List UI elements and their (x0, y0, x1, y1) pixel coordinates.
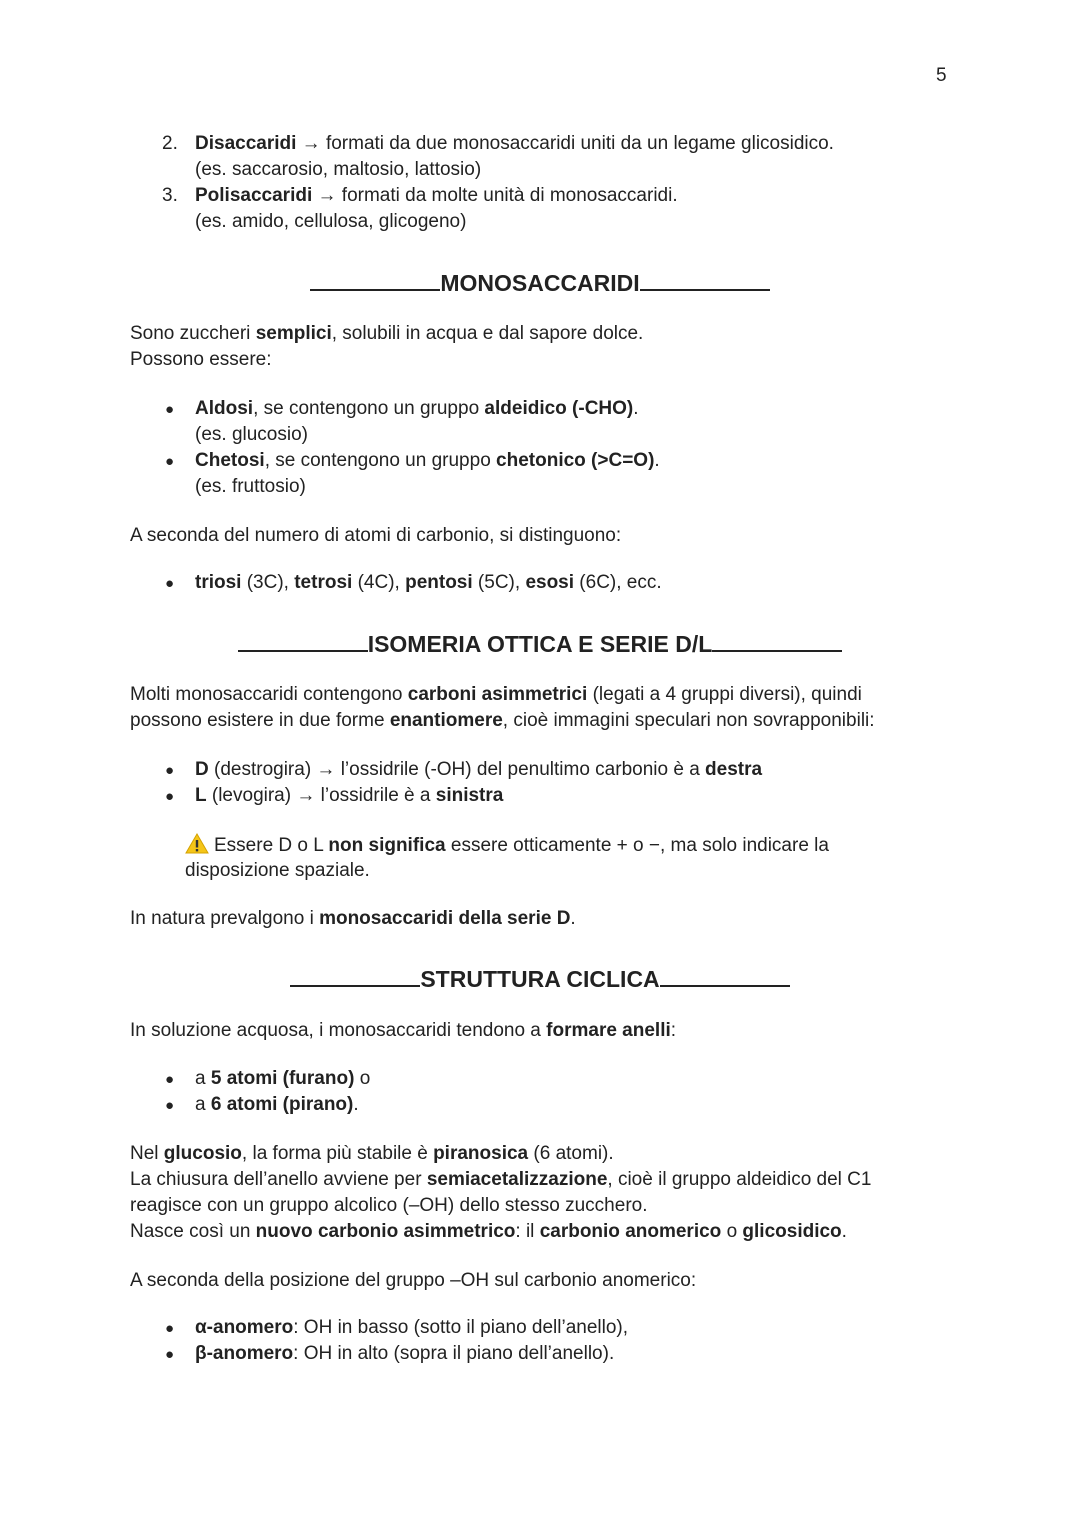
text: Nasce così un (130, 1221, 256, 1242)
bold-text: carboni asimmetrici (407, 684, 588, 705)
bold-text: 6 atomi (pirano) (210, 1094, 354, 1115)
bullet-icon: ● (165, 401, 175, 418)
text: . (841, 1221, 847, 1242)
list-item-chetosi (195, 450, 660, 472)
bullet-icon: ● (165, 788, 175, 805)
list-item-l (195, 785, 503, 807)
bold-text: glucosio (163, 1143, 242, 1164)
bullet-icon: ● (165, 575, 175, 592)
section-heading-monosaccaridi (0, 270, 1080, 297)
text: o (721, 1221, 743, 1242)
text: a (195, 1068, 211, 1089)
warning-note (185, 833, 829, 857)
bold-text: aldeidico (-CHO) (484, 398, 634, 419)
list-item-example: (es. fruttosio) (195, 476, 306, 497)
list-item-example: (es. saccarosio, maltosio, lattosio) (195, 159, 482, 180)
heading-text: ISOMERIA OTTICA E SERIE D/L (367, 631, 713, 657)
bold-text: glicosidico (742, 1221, 842, 1242)
list-number: 3. (162, 185, 178, 206)
list-item-beta (195, 1343, 614, 1365)
text: : OH in alto (sopra il piano dell’anello). (293, 1343, 615, 1364)
paragraph: Possono essere: (130, 349, 272, 370)
bold-text: 5 atomi (furano) (210, 1068, 355, 1089)
list-item-alpha (195, 1317, 628, 1339)
term: Disaccaridi (195, 133, 297, 154)
term: pentosi (405, 572, 473, 593)
bullet-icon: ● (165, 1346, 175, 1363)
paragraph: A seconda della posizione del gruppo –OH sul carbonio anomerico: (130, 1270, 697, 1291)
bold-text: nuovo carbonio asimmetrico (255, 1221, 516, 1242)
term: Aldosi (195, 398, 254, 419)
bold-text: destra (705, 759, 763, 780)
text: possono esistere in due forme (130, 710, 390, 731)
text: : (670, 1020, 677, 1041)
page-number: 5 (936, 65, 947, 86)
heading-rule (712, 631, 842, 652)
text: , cioè immagini speculari non sovrapponibili: (502, 710, 875, 731)
bold-text: formare anelli (546, 1020, 671, 1041)
heading-rule (640, 270, 770, 291)
bold-text: carbonio anomerico (539, 1221, 722, 1242)
text: Essere D o L (214, 835, 329, 856)
text: (6C), ecc. (574, 572, 662, 593)
text: In natura prevalgono i (130, 908, 320, 929)
term: Chetosi (195, 450, 265, 471)
text: In soluzione acquosa, i monosaccaridi tendono a (130, 1020, 547, 1041)
text: . (353, 1094, 359, 1115)
bold-text: non significa (328, 835, 446, 856)
heading-rule (310, 270, 440, 291)
list-item-furano (195, 1068, 370, 1090)
bullet-icon: ● (165, 1097, 175, 1114)
bold-text: enantiomere (389, 710, 503, 731)
paragraph (130, 1143, 614, 1165)
text: (3C), (241, 572, 295, 593)
text: (levogira) → l’ossidrile è a (206, 785, 436, 806)
term: esosi (525, 572, 575, 593)
paragraph (130, 684, 862, 706)
list-item-disaccaridi (195, 133, 834, 155)
bold-text: semplici (255, 323, 332, 344)
text: (4C), (352, 572, 406, 593)
list-number: 2. (162, 133, 178, 154)
text: (5C), (472, 572, 526, 593)
bold-text: chetonico (>C=O) (496, 450, 655, 471)
heading-rule (290, 966, 420, 987)
term: tetrosi (294, 572, 353, 593)
list-item-polisaccaridi (195, 185, 678, 207)
bold-text: monosaccaridi della serie D (319, 908, 571, 929)
paragraph (130, 1169, 871, 1191)
text: , la forma più stabile è (241, 1143, 434, 1164)
text: o (354, 1068, 371, 1089)
list-item-carbon-count (195, 572, 662, 594)
text: : OH in basso (sotto il piano dell’anello), (293, 1317, 629, 1338)
bullet-icon: ● (165, 762, 175, 779)
bold-text: piranosica (433, 1143, 529, 1164)
text: essere otticamente + o −, ma solo indicare la (445, 835, 829, 856)
term: L (195, 785, 207, 806)
section-heading-isomeria (0, 631, 1080, 658)
text: : il (515, 1221, 540, 1242)
paragraph: A seconda del numero di atomi di carbonio, si distinguono: (130, 525, 622, 546)
item-text: → formati da molte unità di monosaccaridi. (312, 185, 678, 206)
warning-note-line2: disposizione spaziale. (185, 860, 370, 881)
heading-rule (660, 966, 790, 987)
heading-text: MONOSACCARIDI (440, 270, 640, 296)
text: (legati a 4 gruppi diversi), quindi (587, 684, 862, 705)
term: β-anomero (195, 1343, 294, 1364)
text: Molti monosaccaridi contengono (130, 684, 408, 705)
bullet-icon: ● (165, 1071, 175, 1088)
item-text: → formati da due monosaccaridi uniti da un legame glicosidico. (296, 133, 834, 154)
text: , se contengono un gruppo (264, 450, 497, 471)
text: (6 atomi). (528, 1143, 614, 1164)
heading-text: STRUTTURA CICLICA (420, 966, 660, 992)
text: . (633, 398, 639, 419)
list-item-example: (es. glucosio) (195, 424, 308, 445)
term: Polisaccaridi (195, 185, 313, 206)
list-item-aldosi (195, 398, 639, 420)
text: . (654, 450, 660, 471)
bullet-icon: ● (165, 453, 175, 470)
heading-rule (238, 631, 368, 652)
bullet-icon: ● (165, 1320, 175, 1337)
text: , solubili in acqua e dal sapore dolce. (331, 323, 644, 344)
paragraph (130, 323, 643, 345)
paragraph (130, 1221, 847, 1243)
list-item-pirano (195, 1094, 359, 1116)
bold-text: semiacetalizzazione (426, 1169, 608, 1190)
list-item-example: (es. amido, cellulosa, glicogeno) (195, 211, 467, 232)
paragraph (130, 1020, 676, 1042)
term: D (195, 759, 209, 780)
paragraph (130, 710, 875, 732)
text: a (195, 1094, 211, 1115)
text: Nel (130, 1143, 164, 1164)
text: Sono zuccheri (130, 323, 256, 344)
section-heading-struttura (0, 966, 1080, 993)
bold-text: sinistra (435, 785, 504, 806)
term: triosi (195, 572, 242, 593)
text: , cioè il gruppo aldeidico del C1 (607, 1169, 872, 1190)
warning-icon (185, 833, 209, 854)
text: (destrogira) → l’ossidrile (-OH) del penultimo carbonio è a (208, 759, 706, 780)
list-item-d (195, 759, 762, 781)
text: . (570, 908, 576, 929)
paragraph: reagisce con un gruppo alcolico (–OH) dello stesso zucchero. (130, 1195, 648, 1216)
text: La chiusura dell’anello avviene per (130, 1169, 427, 1190)
text: , se contengono un gruppo (253, 398, 485, 419)
paragraph (130, 908, 576, 930)
term: α-anomero (195, 1317, 294, 1338)
